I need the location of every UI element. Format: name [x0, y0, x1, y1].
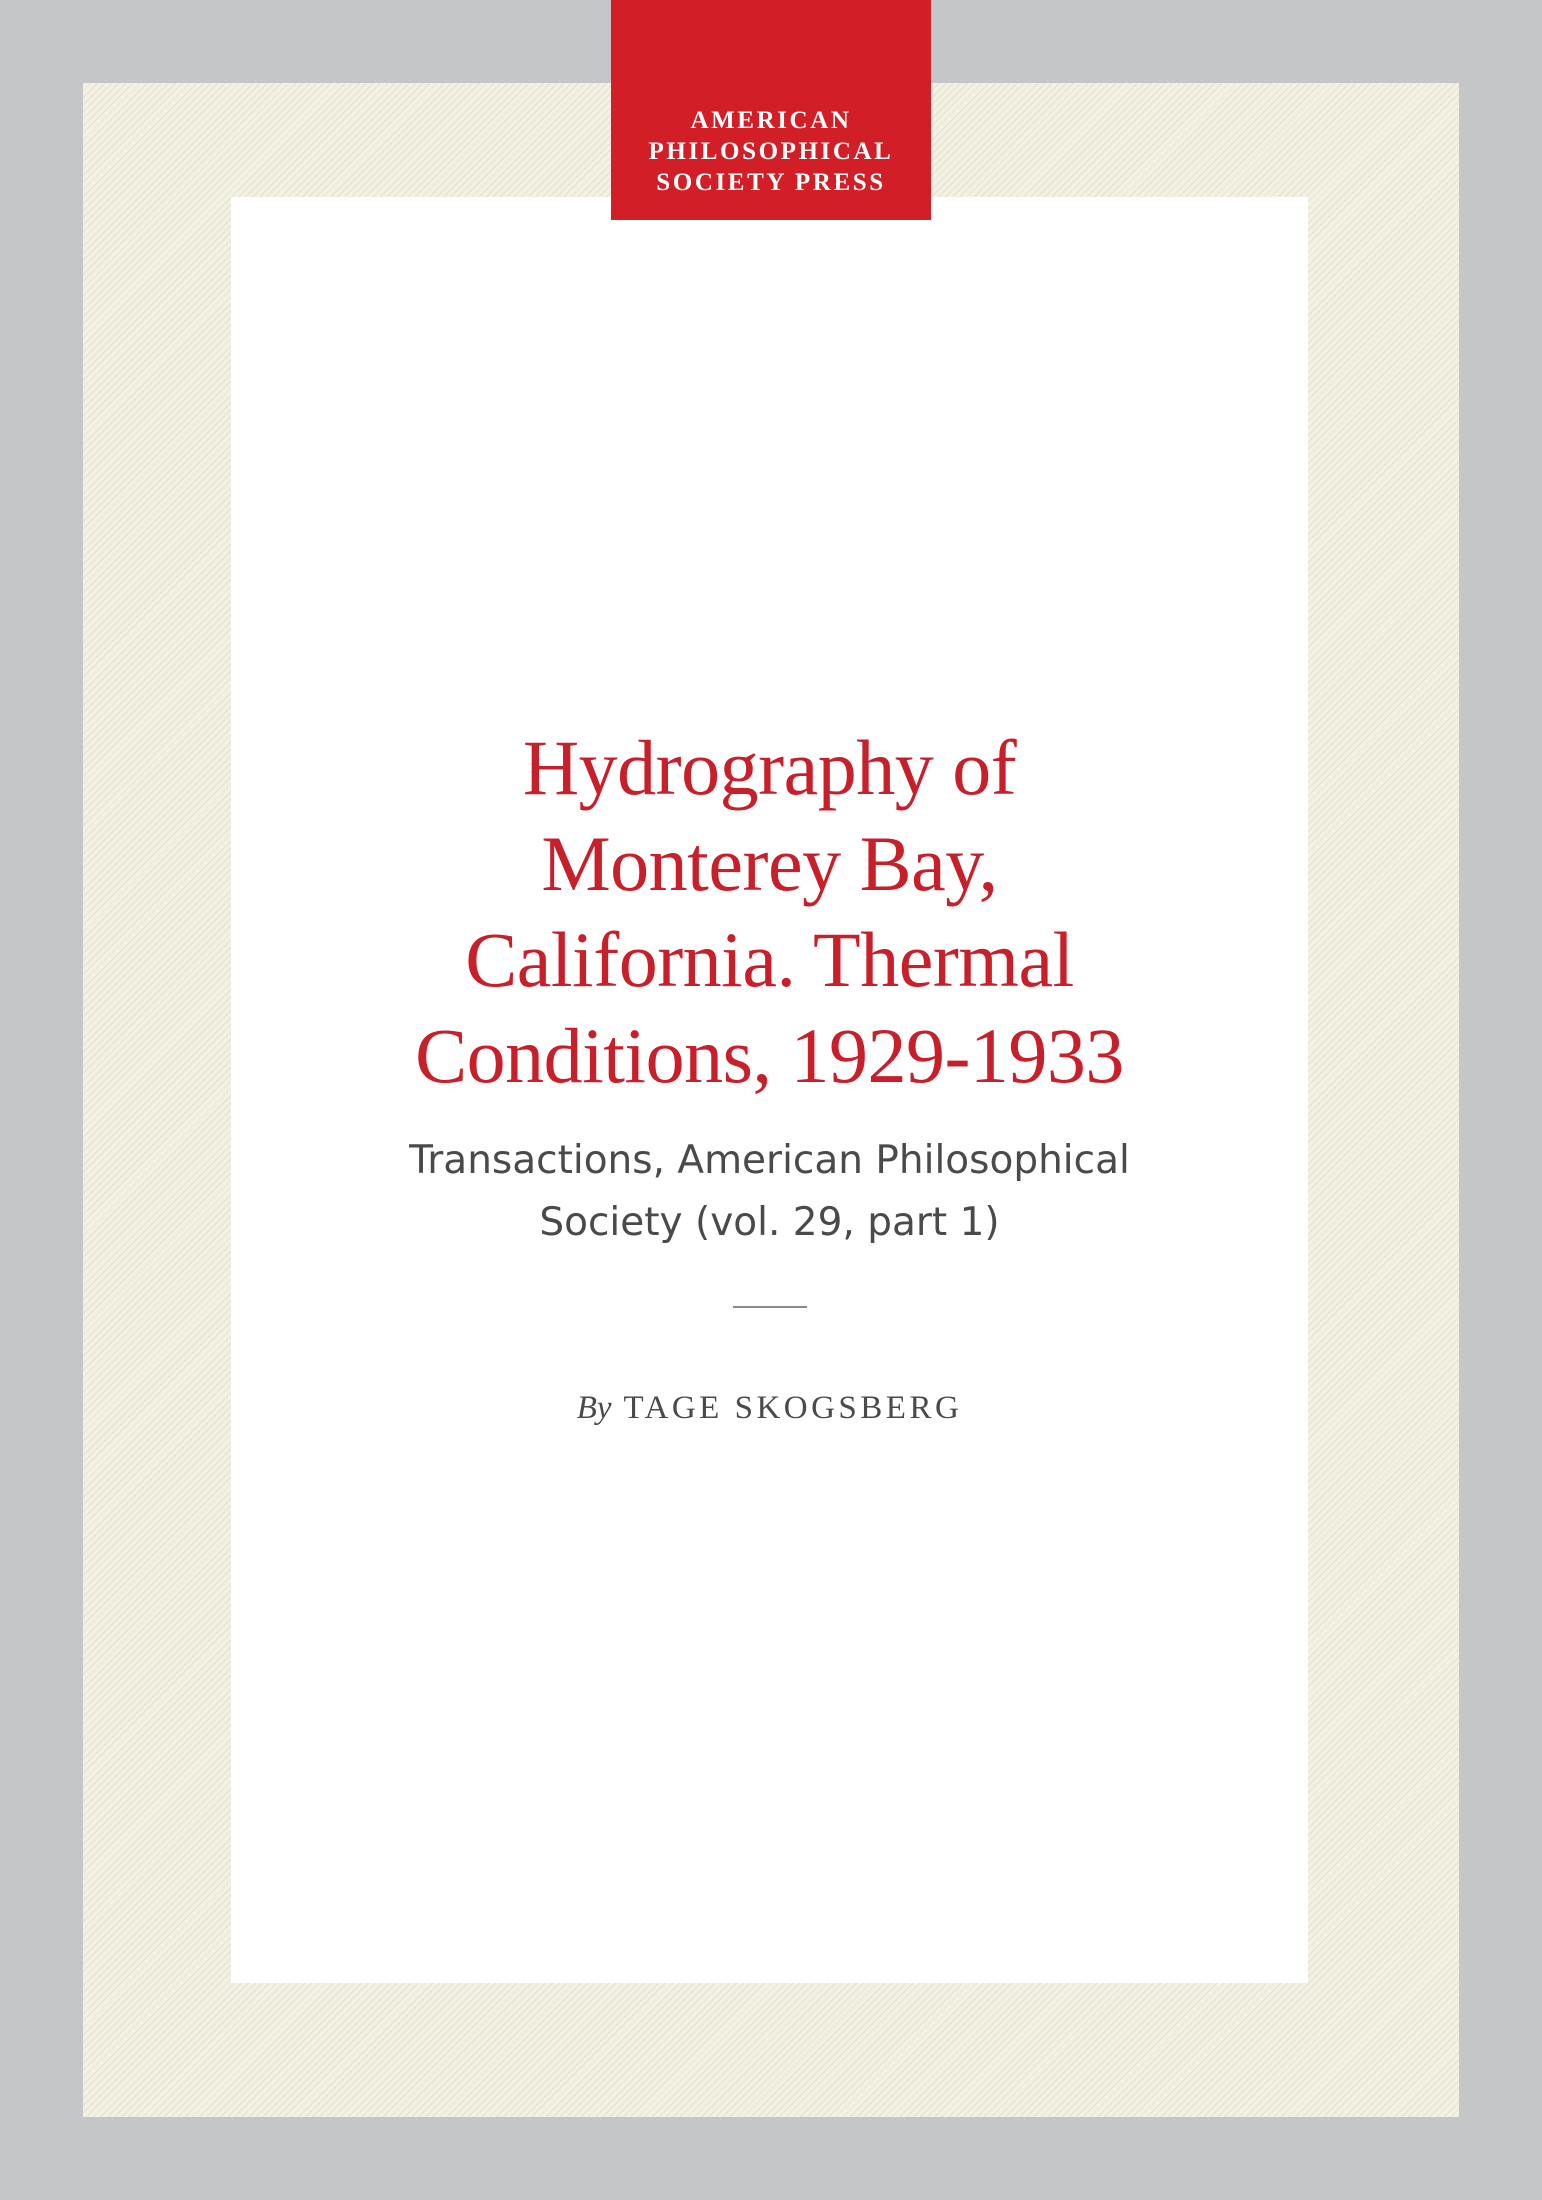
- book-subtitle-line: Society (vol. 29, part 1): [539, 1200, 1000, 1245]
- book-title-line: Conditions, 1929-1933: [415, 1012, 1124, 1099]
- author-name: TAGE SKOGSBERG: [623, 1390, 963, 1426]
- publisher-name-line-3: SOCIETY PRESS: [656, 169, 886, 196]
- book-title: [231, 720, 1308, 1104]
- book-title-line: Hydrography of: [522, 724, 1017, 811]
- divider-rule: [733, 1306, 807, 1308]
- book-title-line: Monterey Bay,: [541, 820, 998, 907]
- book-subtitle-line: Transactions, American Philosophical: [409, 1138, 1130, 1183]
- publisher-name-line-1: AMERICAN: [690, 107, 852, 134]
- book-title-line: California. Thermal: [465, 916, 1074, 1003]
- cover-content: [231, 720, 1308, 1427]
- publisher-badge: [611, 0, 931, 220]
- publisher-name-line-2: PHILOSOPHICAL: [648, 138, 894, 165]
- byline-prefix: By: [576, 1390, 612, 1426]
- book-subtitle: [231, 1130, 1308, 1254]
- author-byline: [231, 1390, 1308, 1427]
